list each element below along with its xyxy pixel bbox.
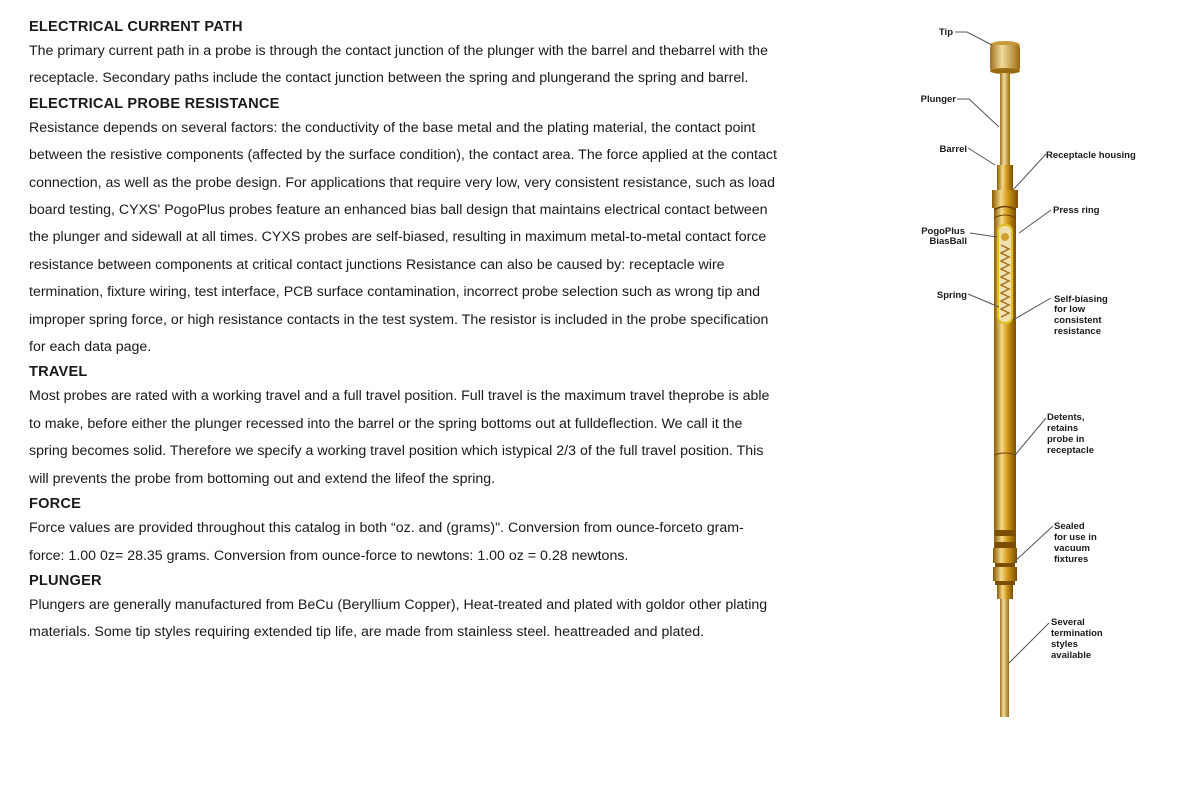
section-body: Most probes are rated with a working travel and a full travel position. Full travel is the maximum travel theprobe is able to make, before either the plunger recessed into the barrel or the spring bottoms out at fulldeflection. We call it the spring becomes solid. Therefore we specify a working travel position which istypical 2/3 of the full travel position. This will prevents the probe from bottoming out and extend the lifeof the spring. (29, 388, 770, 487)
section-current-path (29, 16, 779, 93)
label-detents-4: receptacle (1047, 445, 1095, 456)
label-sealed-2: for use in (1054, 532, 1097, 543)
section-force (29, 493, 779, 570)
label-press-ring: Press ring (1053, 205, 1100, 216)
label-detents: Detents, (1047, 412, 1085, 423)
section-body: Force values are provided throughout this catalog in both “oz. and (grams)". Conversion from ounce-forceto gram-force: 1.00 0z= 28.35 grams. Conversion from ounce-force to newtons: 1.00 oz = 0.28 newtons. (29, 520, 744, 564)
label-sealed-4: fixtures (1054, 554, 1089, 565)
section-heading: FORCE (29, 496, 82, 513)
section-probe-resistance (29, 93, 779, 362)
label-barrel: Barrel (939, 144, 967, 155)
label-sealed: Sealed (1054, 521, 1085, 532)
label-self-biasing-2: for low (1054, 304, 1086, 315)
label-detents-2: retains (1047, 423, 1079, 434)
label-spring: Spring (936, 290, 967, 301)
article (29, 16, 779, 647)
probe-plunger (1000, 73, 1010, 173)
section-heading: ELECTRICAL CURRENT PATH (29, 19, 243, 35)
label-self-biasing-3: consistent (1054, 315, 1102, 326)
label-tip: Tip (938, 27, 953, 38)
section-heading: TRAVEL (29, 364, 88, 381)
label-pogoplus: PogoPlus (921, 226, 965, 237)
label-self-biasing-4: resistance (1054, 326, 1102, 337)
probe-receptacle (992, 190, 1018, 599)
label-termination: Several (1051, 617, 1085, 628)
section-heading: PLUNGER (29, 572, 102, 589)
label-biasball: BiasBall (929, 236, 967, 247)
section-travel (29, 361, 779, 493)
label-termination-2: termination (1051, 628, 1103, 639)
probe-diagram (905, 15, 1165, 730)
label-detents-3: probe in (1047, 434, 1085, 445)
section-body: Resistance depends on several factors: the conductivity of the base metal and the plating material, the contact point between the resistive components (affected by the surface condition), the contact area. The force applied at the contact connection, as well as the probe design. For applications that require very low, very consistent resistance, such as load board testing, CYXS' PogoPlus probes feature an enhanced bias ball design that maintains electrical contact between the plunger and sidewall at all times. CYXS probes are self-biased, resulting in maximum metal-to-metal contact force resistance between components at critical contact junctions Resistance can also be caused by: receptacle wire termination, fixture wiring, test interface, PCB surface contamination, incorrect probe selection such as wrong tip and improper spring force, or high resistance contacts in the test system. The resistor is included in the probe specification for each data page. (29, 119, 777, 356)
section-heading: ELECTRICAL PROBE RESISTANCE (29, 95, 280, 112)
label-receptacle-housing: Receptacle housing (1046, 150, 1136, 161)
label-termination-4: available (1051, 650, 1092, 661)
probe-tip (990, 41, 1020, 74)
section-plunger (29, 570, 779, 647)
label-plunger: Plunger (920, 94, 956, 105)
probe-termination (1000, 599, 1009, 717)
label-sealed-3: vacuum (1054, 543, 1090, 554)
section-body: The primary current path in a probe is through the contact junction of the plunger with the barrel and thebarrel with the receptacle. Secondary paths include the contact junction between the spring and plungerand the spring and barrel. (29, 43, 768, 87)
label-self-biasing: Self-biasing (1054, 294, 1108, 305)
section-body: Plungers are generally manufactured from BeCu (Beryllium Copper), Heat-treated and plated with goldor other plating materials. Some tip styles requiring extended tip life, are made from stainless steel. heattreaded and plated. (29, 596, 768, 641)
label-termination-3: styles (1051, 639, 1078, 650)
